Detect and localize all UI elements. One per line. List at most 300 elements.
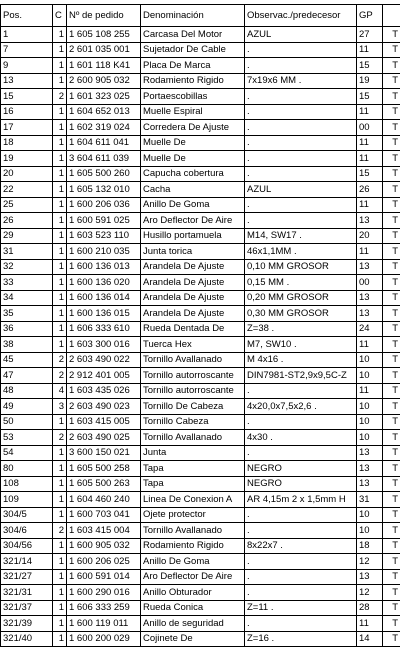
cell-t: T: [383, 507, 400, 523]
cell-gp: 27: [357, 27, 383, 43]
cell-t: T: [383, 197, 400, 213]
cell-pos: 29: [1, 228, 53, 244]
table-row: [1, 430, 400, 446]
table-row: [1, 507, 400, 523]
table-row: [1, 461, 400, 477]
cell-observations: AZUL: [245, 182, 357, 198]
cell-c: 2: [53, 89, 67, 105]
table-row: [1, 290, 400, 306]
cell-t: T: [383, 42, 400, 58]
cell-gp: 11: [357, 197, 383, 213]
cell-gp: 11: [357, 383, 383, 399]
cell-observations: AR 4,15m 2 x 1,5mm H: [245, 492, 357, 508]
table-row: [1, 306, 400, 322]
cell-observations: .: [245, 89, 357, 105]
table-row: [1, 445, 400, 461]
cell-c: 1: [53, 73, 67, 89]
cell-observations: .: [245, 42, 357, 58]
cell-pos: 45: [1, 352, 53, 368]
table-row: [1, 135, 400, 151]
cell-denomination: Portaescobillas: [141, 89, 245, 105]
cell-t: T: [383, 337, 400, 353]
cell-pos: 31: [1, 244, 53, 260]
cell-pos: 48: [1, 383, 53, 399]
cell-gp: 24: [357, 321, 383, 337]
cell-part-number: 2 603 490 022: [67, 352, 141, 368]
table-row: [1, 569, 400, 585]
cell-t: T: [383, 569, 400, 585]
table-row: [1, 631, 400, 647]
cell-denomination: Tornillo Avallanado: [141, 430, 245, 446]
cell-gp: 10: [357, 368, 383, 384]
cell-pos: 25: [1, 197, 53, 213]
cell-gp: 11: [357, 135, 383, 151]
cell-gp: 13: [357, 213, 383, 229]
cell-t: T: [383, 166, 400, 182]
cell-gp: 20: [357, 228, 383, 244]
cell-c: 1: [53, 616, 67, 632]
cell-denomination: Rodamiento Rigido: [141, 73, 245, 89]
cell-t: T: [383, 321, 400, 337]
cell-observations: .: [245, 616, 357, 632]
cell-c: 1: [53, 151, 67, 167]
table-row: [1, 352, 400, 368]
cell-c: 2: [53, 368, 67, 384]
cell-denomination: Tornillo Cabeza: [141, 414, 245, 430]
cell-gp: 12: [357, 585, 383, 601]
cell-c: 1: [53, 290, 67, 306]
cell-gp: 10: [357, 507, 383, 523]
table-row: [1, 399, 400, 415]
cell-c: 1: [53, 445, 67, 461]
cell-observations: 0,30 MM GROSOR: [245, 306, 357, 322]
cell-pos: 304/5: [1, 507, 53, 523]
cell-denomination: Placa De Marca: [141, 58, 245, 74]
cell-denomination: Anillo De Goma: [141, 197, 245, 213]
cell-observations: .: [245, 569, 357, 585]
cell-pos: 13: [1, 73, 53, 89]
table-row: [1, 58, 400, 74]
table-row: [1, 151, 400, 167]
cell-c: 1: [53, 275, 67, 291]
cell-pos: 36: [1, 321, 53, 337]
cell-pos: 304/56: [1, 538, 53, 554]
cell-pos: 321/37: [1, 600, 53, 616]
cell-denomination: Rodamiento Rigido: [141, 538, 245, 554]
cell-c: 2: [53, 430, 67, 446]
cell-pos: 321/31: [1, 585, 53, 601]
cell-observations: .: [245, 507, 357, 523]
cell-part-number: 1 600 206 036: [67, 197, 141, 213]
cell-c: 1: [53, 538, 67, 554]
cell-denomination: Arandela De Ajuste: [141, 306, 245, 322]
table-row: [1, 275, 400, 291]
cell-t: T: [383, 104, 400, 120]
cell-c: 1: [53, 244, 67, 260]
cell-c: 1: [53, 492, 67, 508]
cell-t: T: [383, 120, 400, 136]
cell-observations: M14, SW17 .: [245, 228, 357, 244]
table-row: [1, 42, 400, 58]
cell-pos: 20: [1, 166, 53, 182]
cell-part-number: 1 604 652 013: [67, 104, 141, 120]
table-row: [1, 616, 400, 632]
cell-observations: .: [245, 58, 357, 74]
cell-c: 1: [53, 321, 67, 337]
cell-pos: 49: [1, 399, 53, 415]
cell-observations: .: [245, 383, 357, 399]
cell-c: 1: [53, 585, 67, 601]
cell-c: 1: [53, 42, 67, 58]
cell-observations: .: [245, 120, 357, 136]
cell-denomination: Anillo De Goma: [141, 554, 245, 570]
cell-observations: NEGRO: [245, 461, 357, 477]
cell-observations: .: [245, 445, 357, 461]
cell-part-number: 1 605 500 260: [67, 166, 141, 182]
cell-pos: 50: [1, 414, 53, 430]
cell-denomination: Ojete protector: [141, 507, 245, 523]
cell-c: 1: [53, 27, 67, 43]
cell-c: 1: [53, 166, 67, 182]
cell-denomination: Junta: [141, 445, 245, 461]
cell-part-number: 2 603 490 025: [67, 430, 141, 446]
cell-denomination: Rueda Conica: [141, 600, 245, 616]
cell-part-number: 1 600 136 013: [67, 259, 141, 275]
cell-part-number: 3 604 611 039: [67, 151, 141, 167]
table-row: [1, 228, 400, 244]
column-header-gp: GP: [357, 5, 383, 27]
cell-denomination: Linea De Conexion A: [141, 492, 245, 508]
table-row: [1, 383, 400, 399]
cell-denomination: Anillo Obturador: [141, 585, 245, 601]
cell-gp: 00: [357, 275, 383, 291]
cell-c: 1: [53, 197, 67, 213]
column-header-pos: Pos.: [1, 5, 53, 27]
header-row: [1, 5, 400, 27]
cell-gp: 00: [357, 120, 383, 136]
table-row: [1, 368, 400, 384]
column-header-t: [383, 5, 400, 27]
table-row: [1, 585, 400, 601]
cell-observations: 4x30 .: [245, 430, 357, 446]
cell-t: T: [383, 135, 400, 151]
cell-pos: 7: [1, 42, 53, 58]
table-row: [1, 104, 400, 120]
cell-denomination: Husillo portamuela: [141, 228, 245, 244]
cell-t: T: [383, 182, 400, 198]
cell-pos: 18: [1, 135, 53, 151]
table-row: [1, 523, 400, 539]
cell-part-number: 1 600 591 014: [67, 569, 141, 585]
cell-observations: 0,15 MM .: [245, 275, 357, 291]
cell-pos: 321/39: [1, 616, 53, 632]
cell-denomination: Tapa: [141, 461, 245, 477]
cell-c: 1: [53, 120, 67, 136]
cell-observations: Z=11 .: [245, 600, 357, 616]
cell-gp: 11: [357, 42, 383, 58]
cell-part-number: 1 600 210 035: [67, 244, 141, 260]
cell-denomination: Tornillo De Cabeza: [141, 399, 245, 415]
cell-t: T: [383, 27, 400, 43]
cell-gp: 10: [357, 430, 383, 446]
cell-t: T: [383, 228, 400, 244]
cell-c: 1: [53, 135, 67, 151]
cell-pos: 26: [1, 213, 53, 229]
cell-part-number: 1 605 500 263: [67, 476, 141, 492]
cell-part-number: 1 603 415 004: [67, 523, 141, 539]
cell-denomination: Carcasa Del Motor: [141, 27, 245, 43]
cell-observations: 46x1,1MM .: [245, 244, 357, 260]
cell-c: 1: [53, 569, 67, 585]
cell-part-number: 1 606 333 610: [67, 321, 141, 337]
cell-t: T: [383, 476, 400, 492]
table-row: [1, 321, 400, 337]
cell-observations: .: [245, 135, 357, 151]
cell-part-number: 1 600 206 025: [67, 554, 141, 570]
cell-part-number: 1 603 523 110: [67, 228, 141, 244]
cell-gp: 11: [357, 337, 383, 353]
cell-t: T: [383, 383, 400, 399]
cell-t: T: [383, 616, 400, 632]
cell-c: 1: [53, 554, 67, 570]
cell-part-number: 2 912 401 005: [67, 368, 141, 384]
cell-denomination: Sujetador De Cable: [141, 42, 245, 58]
cell-pos: 321/27: [1, 569, 53, 585]
cell-part-number: 2 603 490 023: [67, 399, 141, 415]
cell-pos: 80: [1, 461, 53, 477]
cell-t: T: [383, 538, 400, 554]
column-header-observations: Observac./predecesor: [245, 5, 357, 27]
table-row: [1, 197, 400, 213]
column-header-denomination: Denominación: [141, 5, 245, 27]
cell-denomination: Aro Deflector De Aire: [141, 213, 245, 229]
cell-c: 2: [53, 352, 67, 368]
cell-pos: 304/6: [1, 523, 53, 539]
cell-denomination: Tornillo Avallanado: [141, 352, 245, 368]
cell-t: T: [383, 73, 400, 89]
cell-observations: Z=38 .: [245, 321, 357, 337]
cell-gp: 13: [357, 569, 383, 585]
cell-denomination: Arandela De Ajuste: [141, 259, 245, 275]
cell-t: T: [383, 213, 400, 229]
cell-c: 1: [53, 213, 67, 229]
cell-c: 1: [53, 58, 67, 74]
cell-part-number: 1 600 591 025: [67, 213, 141, 229]
cell-t: T: [383, 631, 400, 647]
cell-part-number: 1 600 290 016: [67, 585, 141, 601]
cell-pos: 34: [1, 290, 53, 306]
cell-observations: M 4x16 .: [245, 352, 357, 368]
cell-c: 1: [53, 259, 67, 275]
cell-part-number: 1 602 319 024: [67, 120, 141, 136]
cell-observations: NEGRO: [245, 476, 357, 492]
cell-part-number: 1 603 300 016: [67, 337, 141, 353]
cell-part-number: 1 600 703 041: [67, 507, 141, 523]
cell-c: 1: [53, 182, 67, 198]
table-row: [1, 492, 400, 508]
cell-denomination: Junta torica: [141, 244, 245, 260]
table-row: [1, 89, 400, 105]
cell-part-number: 1 605 132 010: [67, 182, 141, 198]
cell-part-number: 1 601 118 K41: [67, 58, 141, 74]
table-row: [1, 476, 400, 492]
cell-part-number: 1 603 415 005: [67, 414, 141, 430]
cell-part-number: 1 600 136 020: [67, 275, 141, 291]
table-row: [1, 166, 400, 182]
cell-observations: DIN7981-ST2,9x9,5C-Z: [245, 368, 357, 384]
cell-denomination: Arandela De Ajuste: [141, 275, 245, 291]
cell-gp: 10: [357, 523, 383, 539]
cell-part-number: 1 601 323 025: [67, 89, 141, 105]
cell-observations: .: [245, 104, 357, 120]
cell-gp: 11: [357, 616, 383, 632]
cell-c: 1: [53, 306, 67, 322]
cell-pos: 17: [1, 120, 53, 136]
cell-pos: 16: [1, 104, 53, 120]
cell-t: T: [383, 523, 400, 539]
cell-denomination: Cojinete De: [141, 631, 245, 647]
cell-gp: 12: [357, 554, 383, 570]
cell-gp: 13: [357, 461, 383, 477]
cell-part-number: 1 604 611 041: [67, 135, 141, 151]
table-row: [1, 120, 400, 136]
cell-pos: 9: [1, 58, 53, 74]
cell-denomination: Tornillo Avallanado: [141, 523, 245, 539]
cell-t: T: [383, 244, 400, 260]
cell-observations: .: [245, 585, 357, 601]
cell-gp: 11: [357, 104, 383, 120]
cell-gp: 13: [357, 290, 383, 306]
table-row: [1, 414, 400, 430]
cell-t: T: [383, 461, 400, 477]
cell-observations: .: [245, 414, 357, 430]
cell-t: T: [383, 585, 400, 601]
cell-c: 1: [53, 461, 67, 477]
cell-part-number: 1 600 905 032: [67, 538, 141, 554]
cell-t: T: [383, 259, 400, 275]
cell-observations: M7, SW10 .: [245, 337, 357, 353]
cell-denomination: Cacha: [141, 182, 245, 198]
cell-denomination: Muelle Espiral: [141, 104, 245, 120]
cell-c: 1: [53, 228, 67, 244]
cell-observations: 7x19x6 MM .: [245, 73, 357, 89]
cell-part-number: 2 601 035 001: [67, 42, 141, 58]
cell-t: T: [383, 306, 400, 322]
table-row: [1, 182, 400, 198]
cell-part-number: 1 606 333 259: [67, 600, 141, 616]
cell-observations: .: [245, 151, 357, 167]
cell-gp: 11: [357, 244, 383, 260]
cell-t: T: [383, 151, 400, 167]
cell-observations: 0,20 MM GROSOR: [245, 290, 357, 306]
cell-gp: 13: [357, 476, 383, 492]
cell-t: T: [383, 89, 400, 105]
cell-c: 1: [53, 337, 67, 353]
cell-gp: 19: [357, 73, 383, 89]
cell-observations: AZUL: [245, 27, 357, 43]
cell-c: 1: [53, 476, 67, 492]
cell-pos: 15: [1, 89, 53, 105]
cell-observations: .: [245, 213, 357, 229]
cell-t: T: [383, 492, 400, 508]
cell-observations: 8x22x7 .: [245, 538, 357, 554]
cell-observations: 0,10 MM GROSOR: [245, 259, 357, 275]
cell-pos: 19: [1, 151, 53, 167]
cell-t: T: [383, 414, 400, 430]
table-row: [1, 244, 400, 260]
cell-pos: 35: [1, 306, 53, 322]
cell-t: T: [383, 368, 400, 384]
cell-pos: 109: [1, 492, 53, 508]
cell-observations: 4x20,0x7,5x2,6 .: [245, 399, 357, 415]
cell-t: T: [383, 290, 400, 306]
parts-table: [0, 4, 400, 647]
cell-pos: 321/40: [1, 631, 53, 647]
cell-gp: 15: [357, 58, 383, 74]
cell-denomination: Tornillo autorroscante: [141, 368, 245, 384]
cell-gp: 13: [357, 445, 383, 461]
table-row: [1, 259, 400, 275]
cell-denomination: Tornillo autorroscante: [141, 383, 245, 399]
cell-t: T: [383, 430, 400, 446]
cell-part-number: 3 600 150 021: [67, 445, 141, 461]
cell-pos: 108: [1, 476, 53, 492]
cell-part-number: 2 600 905 032: [67, 73, 141, 89]
cell-t: T: [383, 600, 400, 616]
cell-gp: 10: [357, 399, 383, 415]
cell-gp: 13: [357, 306, 383, 322]
cell-pos: 321/14: [1, 554, 53, 570]
cell-gp: 31: [357, 492, 383, 508]
table-row: [1, 73, 400, 89]
table-row: [1, 538, 400, 554]
cell-part-number: 1 603 435 026: [67, 383, 141, 399]
cell-gp: 10: [357, 352, 383, 368]
cell-gp: 15: [357, 89, 383, 105]
cell-part-number: 1 604 460 240: [67, 492, 141, 508]
cell-part-number: 1 600 200 029: [67, 631, 141, 647]
cell-observations: Z=16 .: [245, 631, 357, 647]
table-header: [1, 5, 400, 27]
cell-part-number: 1 600 136 014: [67, 290, 141, 306]
cell-observations: .: [245, 166, 357, 182]
table-row: [1, 27, 400, 43]
cell-observations: .: [245, 523, 357, 539]
cell-denomination: Anillo de seguridad: [141, 616, 245, 632]
table-body: [1, 27, 400, 647]
cell-denomination: Aro Deflector De Aire: [141, 569, 245, 585]
cell-observations: .: [245, 197, 357, 213]
cell-gp: 28: [357, 600, 383, 616]
cell-gp: 11: [357, 151, 383, 167]
cell-gp: 18: [357, 538, 383, 554]
cell-pos: 38: [1, 337, 53, 353]
cell-pos: 32: [1, 259, 53, 275]
cell-gp: 26: [357, 182, 383, 198]
cell-pos: 33: [1, 275, 53, 291]
column-header-c: C: [53, 5, 67, 27]
cell-c: 1: [53, 600, 67, 616]
cell-t: T: [383, 275, 400, 291]
cell-c: 3: [53, 399, 67, 415]
cell-t: T: [383, 445, 400, 461]
cell-pos: 53: [1, 430, 53, 446]
cell-observations: .: [245, 554, 357, 570]
cell-denomination: Corredera De Ajuste: [141, 120, 245, 136]
cell-c: 1: [53, 104, 67, 120]
cell-gp: 15: [357, 166, 383, 182]
cell-denomination: Tuerca Hex: [141, 337, 245, 353]
